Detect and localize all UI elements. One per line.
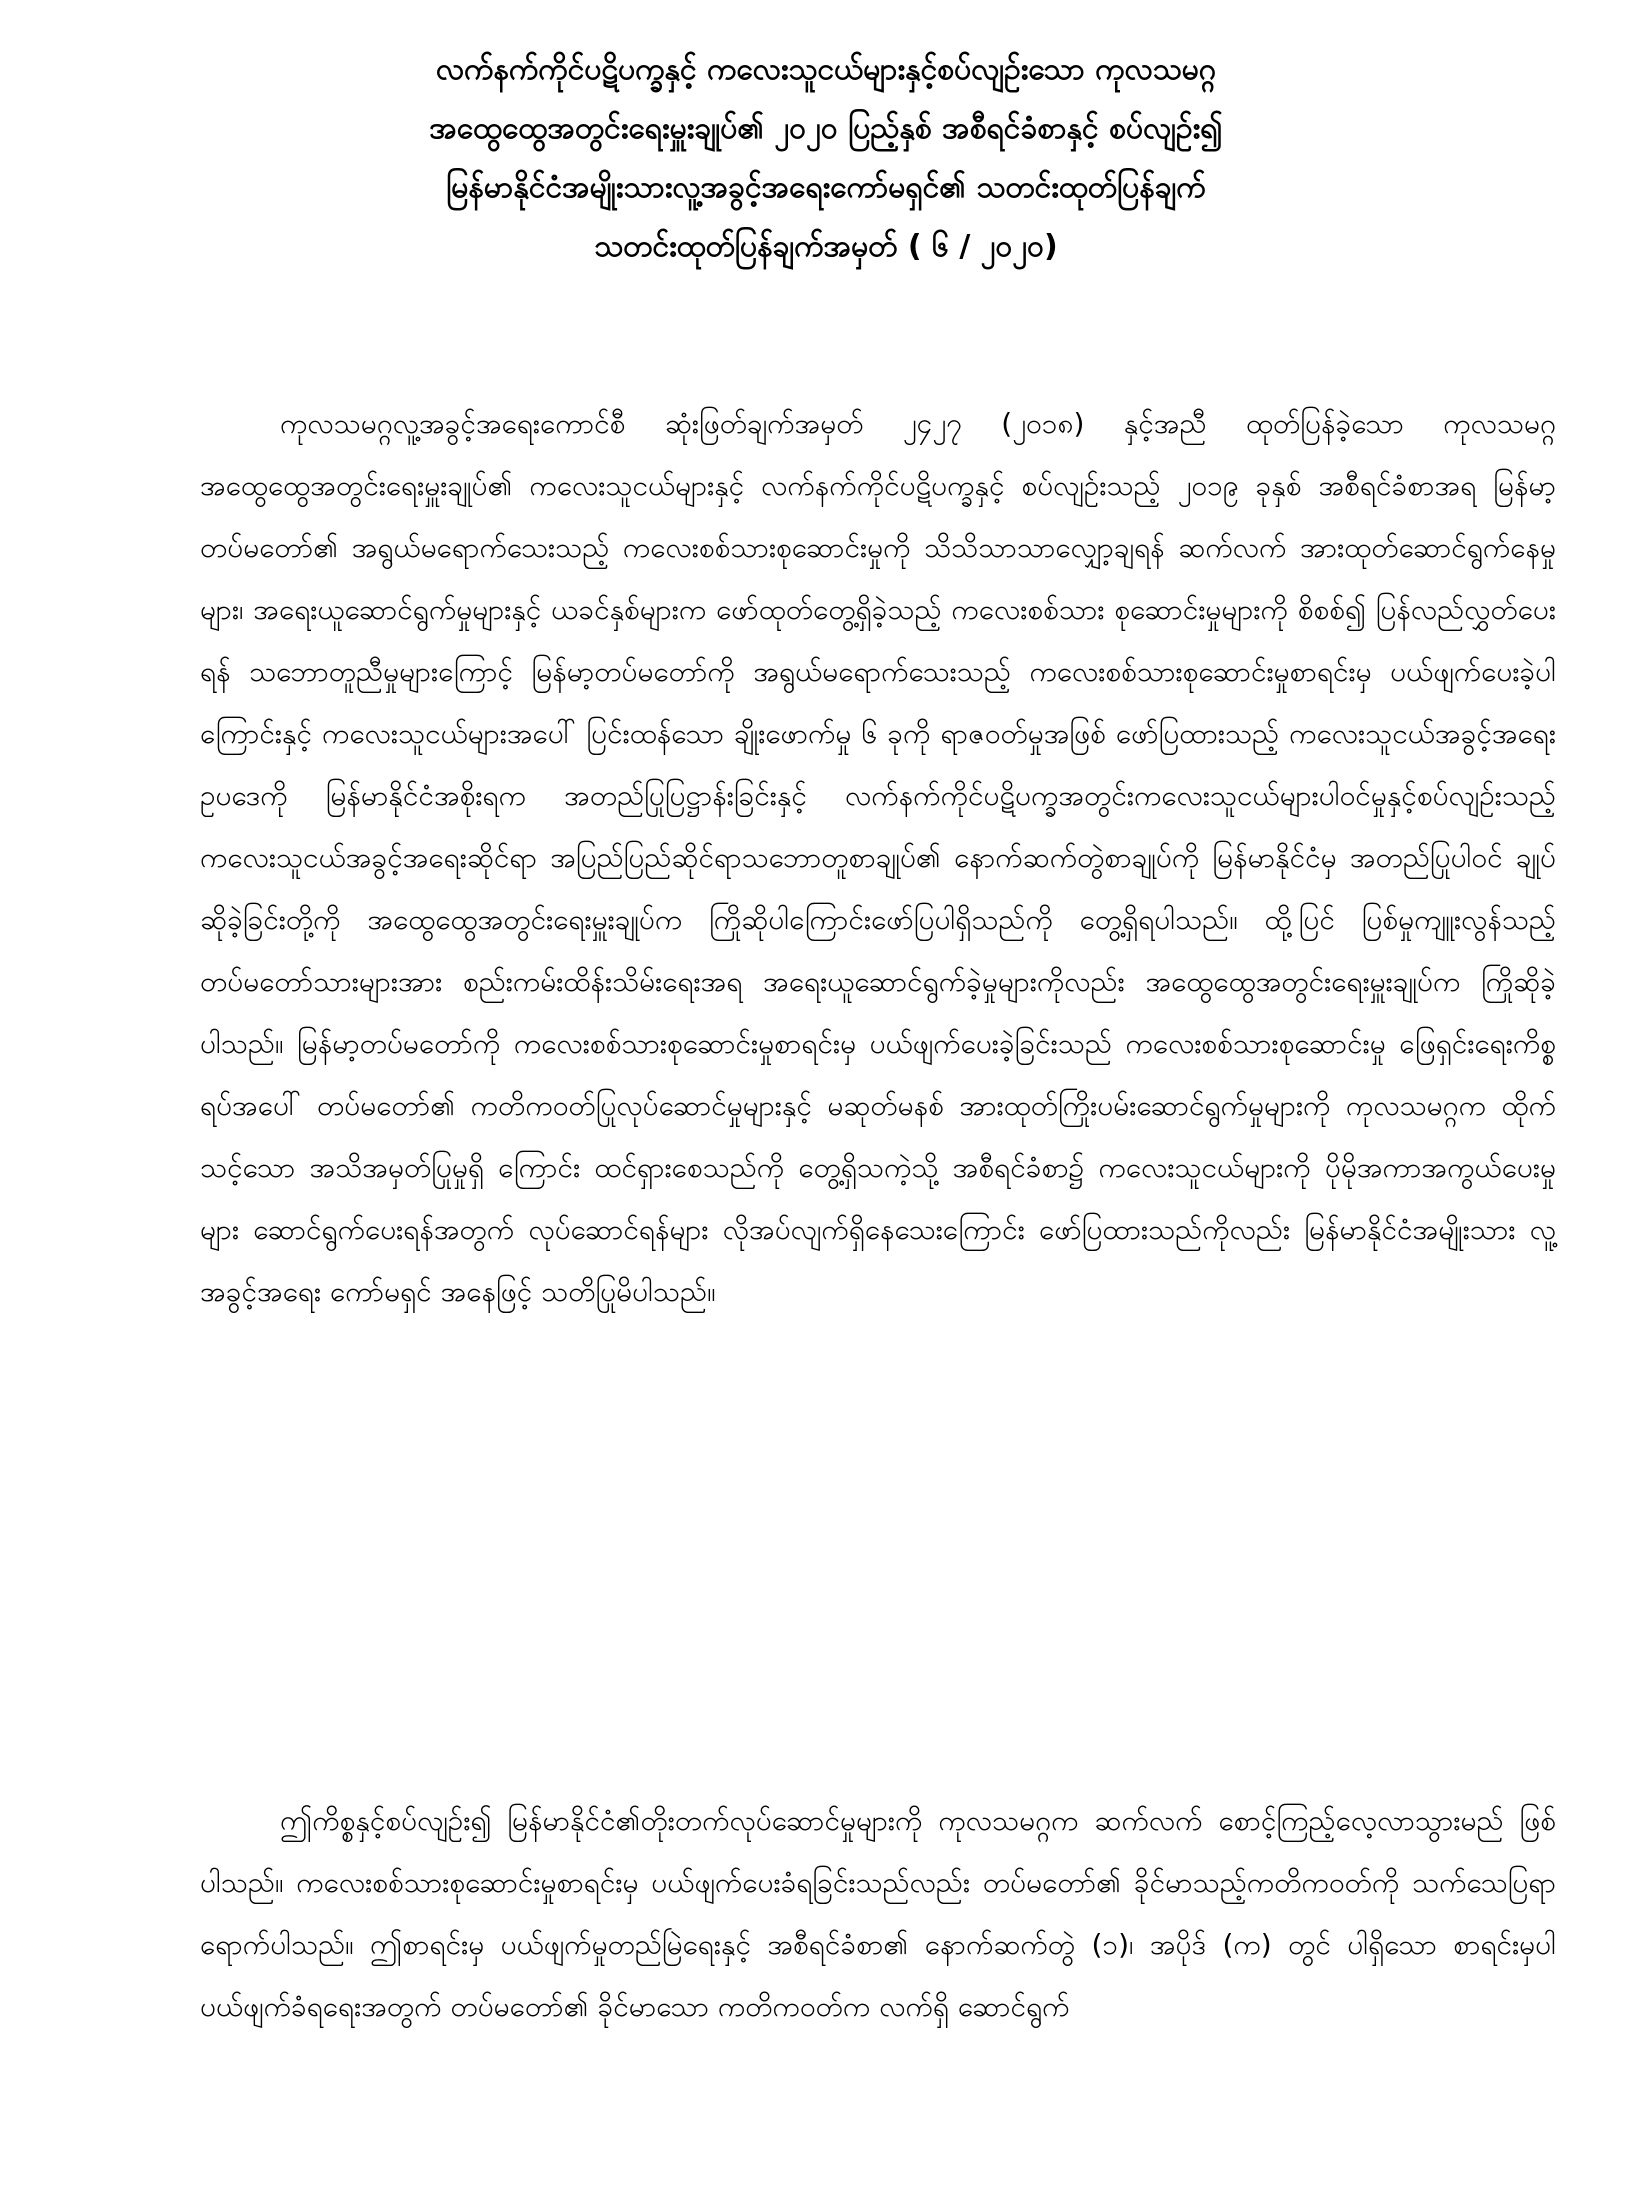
title-line-2: အထွေထွေအတွင်းရေးမှူးချုပ်၏ ၂၀၂၀ ပြည့်နှစ် အစီရင်ခံစာနှင့် စပ်လျဉ်း၍	[429, 111, 1223, 146]
title-line-4-release-number: သတင်းထုတ်ပြန်ချက်အမှတ် ( ၆ / ၂၀၂၀)	[594, 229, 1058, 264]
paragraph-1	[200, 393, 1556, 1323]
paragraph-1-text: ကုလသမဂ္ဂလူ့အခွင့်အရေးကောင်စီ ဆုံးဖြတ်ချက်အမှတ် ၂၄၂၇ (၂၀၁၈) နှင့်အညီ ထုတ်ပြန်ခဲ့သော ကုလသမဂ္ဂ အထွေထွေအတွင်းရေးမှူးချုပ်၏ ကလေးသူငယ်များနှင့် လက်နက်ကိုင်ပဋိပက္ခနှင့် စပ်လျဉ်းသည့် ၂၀၁၉ ခုနှစ် အစီရင်ခံစာအရ မြန်မာ့တပ်မတော်၏ အရွယ်မရောက်သေးသည့် ကလေးစစ်သားစုဆောင်းမှုကို သိသိသာသာလျှော့ချရန် ဆက်လက် အားထုတ်ဆောင်ရွက်နေမှုများ၊ အရေးယူဆောင်ရွက်မှုများနှင့် ယခင်နှစ်များက ဖော်ထုတ်တွေ့ရှိခဲ့သည့် ကလေးစစ်သား စုဆောင်းမှုများကို စိစစ်၍ ပြန်လည်လွှတ်ပေးရန် သဘောတူညီမှုများကြောင့် မြန်မာ့တပ်မတော်ကို အရွယ်မရောက်သေးသည့် ကလေးစစ်သားစုဆောင်းမှုစာရင်းမှ ပယ်ဖျက်ပေးခဲ့ပါကြောင်းနှင့် ကလေးသူငယ်များအပေါ် ပြင်းထန်သော ချိုးဖောက်မှု ၆ ခုကို ရာဇဝတ်မှုအဖြစ် ဖော်ပြထားသည့် ကလေးသူငယ်အခွင့်အရေးဥပဒေကို မြန်မာနိုင်ငံအစိုးရက အတည်ပြုပြဋ္ဌာန်းခြင်းနှင့် လက်နက်ကိုင်ပဋိပက္ခအတွင်းကလေးသူငယ်များပါဝင်မှုနှင့်စပ်လျဉ်းသည့် ကလေးသူငယ်အခွင့်အရေးဆိုင်ရာ အပြည်ပြည်ဆိုင်ရာသဘောတူစာချုပ်၏ နောက်ဆက်တွဲစာချုပ်ကို မြန်မာနိုင်ငံမှ အတည်ပြုပါဝင် ချုပ်ဆိုခဲ့ခြင်းတို့ကို အထွေထွေအတွင်းရေးမှူးချုပ်က ကြိုဆိုပါကြောင်းဖော်ပြပါရှိသည်ကို တွေ့ရှိရပါသည်။ ထို့ပြင် ပြစ်မှုကျူးလွန်သည့် တပ်မတော်သားများအား စည်းကမ်းထိန်းသိမ်းရေးအရ အရေးယူဆောင်ရွက်ခဲ့မှုများကိုလည်း အထွေထွေအတွင်းရေးမှူးချုပ်က ကြိုဆိုခဲ့ပါသည်။ မြန်မာ့တပ်မတော်ကို ကလေးစစ်သားစုဆောင်းမှုစာရင်းမှ ပယ်ဖျက်ပေးခဲ့ခြင်းသည် ကလေးစစ်သားစုဆောင်းမှု ဖြေရှင်းရေးကိစ္စရပ်အပေါ် တပ်မတော်၏ ကတိကဝတ်ပြုလုပ်ဆောင်မှုများနှင့် မဆုတ်မနစ် အားထုတ်ကြိုးပမ်းဆောင်ရွက်မှုများကို ကုလသမဂ္ဂက ထိုက်သင့်သော အသိအမှတ်ပြုမှုရှိ ကြောင်း ထင်ရှားစေသည်ကို တွေ့ရှိသကဲ့သို့ အစီရင်ခံစာ၌ ကလေးသူငယ်များကို ပိုမိုအကာအကွယ်ပေးမှုများ ဆောင်ရွက်ပေးရန်အတွက် လုပ်ဆောင်ရန်များ လိုအပ်လျက်ရှိနေသေးကြောင်း ဖော်ပြထားသည်ကိုလည်း မြန်မာနိုင်ငံအမျိုးသား လူ့အခွင့်အရေး ကော်မရှင် အနေဖြင့် သတိပြုမိပါသည်။	[200, 407, 1556, 1308]
press-release-title	[150, 40, 1502, 276]
title-line-3: မြန်မာနိုင်ငံအမျိုးသားလူ့အခွင့်အရေးကော်မရှင်၏ သတင်းထုတ်ပြန်ချက်	[446, 170, 1206, 205]
paragraph-2	[200, 1790, 1556, 2038]
paragraph-2-text: ဤကိစ္စနှင့်စပ်လျဉ်း၍ မြန်မာနိုင်ငံ၏တိုးတက်လုပ်ဆောင်မှုများကို ကုလသမဂ္ဂက ဆက်လက် စောင့်ကြည့်လေ့လာသွားမည် ဖြစ်ပါသည်။ ကလေးစစ်သားစုဆောင်းမှုစာရင်းမှ ပယ်ဖျက်ပေးခံရခြင်းသည်လည်း တပ်မတော်၏ ခိုင်မာသည့်ကတိကဝတ်ကို သက်သေပြရာရောက်ပါသည်။ ဤစာရင်းမှ ပယ်ဖျက်မှုတည်မြဲရေးနှင့် အစီရင်ခံစာ၏ နောက်ဆက်တွဲ (၁)၊ အပိုဒ် (က) တွင် ပါရှိသော စာရင်းမှပါ ပယ်ဖျက်ခံရရေးအတွက် တပ်မတော်၏ ခိုင်မာသော ကတိကဝတ်က လက်ရှိ ဆောင်ရွက်	[200, 1804, 1556, 2023]
title-line-1: လက်နက်ကိုင်ပဋိပက္ခနှင့် ကလေးသူငယ်များနှင့်စပ်လျဉ်းသော ကုလသမဂ္ဂ	[435, 52, 1217, 87]
